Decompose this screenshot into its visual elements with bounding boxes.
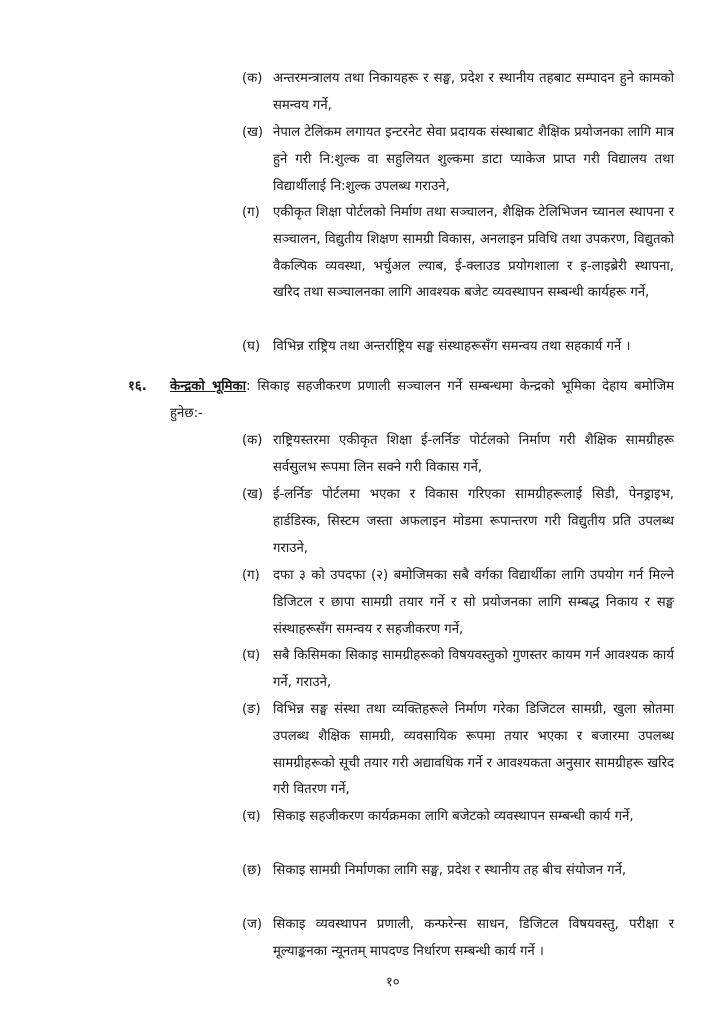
section-heading: केन्द्रको भूमिका [170, 379, 247, 394]
clause-kha [242, 120, 674, 200]
clause-text: अन्तरमन्त्रालय तथा निकायहरू र सङ्घ, प्रदेश र स्थानीय तहबाट सम्पादन हुने कामको समन्वय गर्ने, [273, 71, 674, 113]
clause-text: एकीकृत शिक्षा पोर्टलको निर्माण तथा सञ्चालन, शैक्षिक टेलिभिजन च्यानल स्थापना र सञ्चालन, विद्युतीय शिक्षण सामग्री विकास, अनलाइन प्रविधि तथा उपकरण, विद्युतको वैकल्पिक व्यवस्था, भर्चुअल ल्याब, ई-क्लाउड प्रयोगशाला र इ-लाइब्रेरी स्थापना, खरिद तथा सञ्चालनका लागि आवश्यक बजेट व्यवस्थापन सम्बन्धी कार्यहरू गर्ने, [273, 205, 674, 301]
clause-text: राष्ट्रियस्तरमा एकीकृत शिक्षा ई-लर्निङ पोर्टलको निर्माण गरी शैक्षिक सामग्रीहरू सर्वसुलभ रूपमा लिन सक्ने गरी विकास गर्ने, [273, 433, 674, 475]
clause-text: सबै किसिमका सिकाइ सामग्रीहरूको विषयवस्तुको गुणस्तर कायम गर्न आवश्यक कार्य गर्ने, गराउने, [273, 648, 674, 690]
s16-clause-cha [242, 804, 674, 831]
s16-clause-gha [242, 643, 674, 697]
clause-label: (ख) [242, 487, 264, 502]
clause-text: सिकाइ व्यवस्थापन प्रणाली, कन्फरेन्स साधन, डिजिटल विषयवस्तु, परीक्षा र मूल्याङ्कनका न्यूनतम् मापदण्ड निर्धारण सम्बन्धी कार्य गर्ने । [273, 917, 674, 959]
clause-text: विभिन्न राष्ट्रिय तथा अन्तर्राष्ट्रिय सङ्घ संस्थाहरूसँग समन्वय तथा सहकार्य गर्ने । [273, 339, 631, 354]
clause-label: (छ) [242, 863, 262, 878]
clause-text: ई-लर्निङ पोर्टलमा भएका र विकास गरिएका सामग्रीहरूलाई सिडी, पेनड्राइभ, हार्डडिस्क, सिस्टम जस्ता अफलाइन मोडमा रूपान्तरण गरी विद्युतीय प्रति उपलब्ध गराउने, [273, 487, 674, 556]
section-16 [128, 374, 674, 428]
s16-clause-ka-text [273, 428, 674, 482]
clause-label: (ज) [242, 917, 263, 932]
clause-label: (क) [242, 433, 263, 448]
clause-label: (ङ) [242, 702, 261, 717]
clause-label: (घ) [242, 339, 261, 354]
clause-label: (क) [242, 71, 263, 86]
clause-text: विभिन्न सङ्घ संस्था तथा व्यक्तिहरूले निर्माण गरेका डिजिटल सामग्री, खुला स्रोतमा उपलब्ध शैक्षिक सामग्री, व्यवसायिक रूपमा तयार भएका र बजारमा उपलब्ध सामग्रीहरूको सूची तयार गरी अद्यावधिक गर्ने र आवश्यकता अनुसार सामग्रीहरू खरिद गरी वितरण गर्ने, [273, 702, 674, 798]
section-intro [170, 374, 674, 428]
clause-label: (च) [242, 809, 261, 824]
section-intro-text: : सिकाइ सहजीकरण प्रणाली सञ्चालन गर्ने सम्बन्धमा केन्द्रको भूमिका देहाय बमोजिम हुनेछ:- [170, 379, 674, 421]
section-number: १६. [128, 379, 147, 394]
clause-text: नेपाल टेलिकम लगायत इन्टरनेट सेवा प्रदायक संस्थाबाट शैक्षिक प्रयोजनका लागि मात्र हुने गरी नि:शुल्क वा सहुलियत शुल्कमा डाटा प्याकेज प्राप्त गरी विद्यालय तथा विद्यार्थीलाई नि:शुल्क उपलब्ध गराउने, [273, 125, 674, 194]
clause-text: दफा ३ को उपदफा (२) बमोजिमका सबै वर्गका विद्यार्थीका लागि उपयोग गर्न मिल्ने डिजिटल र छापा सामग्री तयार गर्ने र सो प्रयोजनका लागि सम्बद्ध निकाय र सङ्घ संस्थाहरूसँग समन्वय र सहजीकरण गर्ने, [273, 568, 674, 637]
clause-ka [242, 66, 674, 120]
clause-ga [242, 200, 674, 307]
clause-label: (ग) [242, 568, 260, 583]
clause-text: सिकाइ सामग्री निर्माणका लागि सङ्घ, प्रदेश र स्थानीय तह बीच संयोजन गर्ने, [273, 863, 627, 878]
s16-clause-chha [242, 858, 674, 885]
clause-label: (ग) [242, 205, 260, 220]
clause-label: (ख) [242, 125, 264, 140]
s16-clause-ga [242, 563, 674, 643]
clause-text: सिकाइ सहजीकरण कार्यक्रमका लागि बजेटको व्यवस्थापन सम्बन्धी कार्य गर्ने, [273, 809, 634, 824]
s16-clause-nga [242, 697, 674, 804]
s16-clause-kha [242, 482, 674, 562]
page-number: १० [386, 975, 400, 990]
clause-gha [242, 334, 674, 361]
clause-label: (घ) [242, 648, 261, 663]
s16-clause-ja [242, 912, 674, 966]
